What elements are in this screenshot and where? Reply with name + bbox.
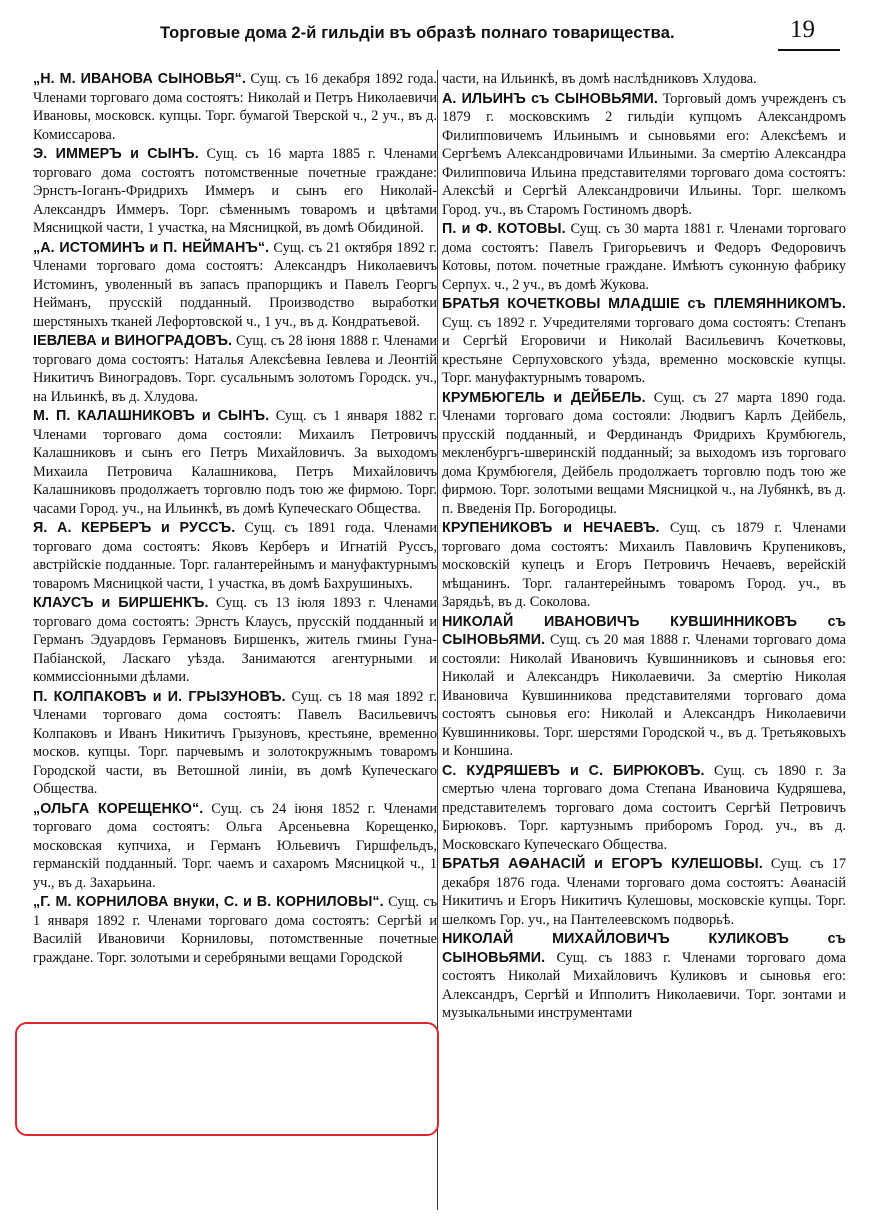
- entry-text: Сущ. съ 17 декабря 1876 года. Членами торговаго дома состоятъ: Аѳанасій Никитичъ и Егоръ Никитичъ Кулешовы, московскіе купцы. Торг. шелкомъ Гор. уч., на Пантелеевскомъ подворьѣ.: [442, 856, 846, 928]
- entry-text: Торговый домъ учрежденъ съ 1879 г. московскимъ 2 гильдіи купцомъ Александромъ Филипповичемъ Ильинымъ и сыновьями его: Алексѣемъ и Сергѣемъ Александровичами Ильиными. За смертію Александра Филипповича Ильина представителями торговаго дома состоятъ: Алексѣй и Сергѣй Александровичи Ильины. Торг. шелкомъ Город. уч., въ Старомъ Гостиномъ дворѣ.: [442, 90, 846, 218]
- entry-text: Сущ. съ 24 іюня 1852 г. Членами торговаго дома состоятъ: Ольга Арсеньевна Корещенко, московская купчиха, и Германъ Юльевичъ Гиршфельдъ, германскій подданный. Торг. чаемъ и сахаромъ Мясницкой ч., 1 уч., въ д. Захарьина.: [33, 800, 437, 891]
- firm-name: П. и Ф. КОТОВЫ.: [442, 221, 566, 237]
- firm-name: М. П. КАЛАШНИКОВЪ и СЫНЪ.: [33, 408, 270, 424]
- firm-name: „А. ИСТОМИНЪ и П. НЕЙМАНЪ“.: [33, 239, 270, 256]
- directory-entry: [442, 220, 846, 294]
- page-header: [0, 16, 871, 50]
- firm-name: Э. ИММЕРЪ и СЫНЪ.: [33, 146, 199, 162]
- firm-name: КРУМБЮГЕЛЬ и ДЕЙБЕЛЬ.: [442, 389, 646, 406]
- entry-text: Сущ. съ 1 января 1892 г. Членами торговаго дома состоятъ: Сергѣй и Василій Ивановичи Корниловы, потомственные почетные граждане. Торг. золотыми и серебряными вещами Городской: [33, 894, 437, 966]
- firm-name: П. КОЛПАКОВЪ и И. ГРЫЗУНОВЪ.: [33, 688, 286, 705]
- directory-entry: [442, 90, 846, 220]
- entry-text: Сущ. съ 1890 г. За смертью члена торговаго дома Степана Ивановича Кудряшева, представителемъ торговаго дома состоитъ Сергѣй Петровичъ Бирюковъ. Торг. картузнымъ приборомъ Город. уч., въ д. Московскаго Купеческаго Общества.: [442, 762, 846, 853]
- firm-name: КРУПЕНИКОВЪ и НЕЧАЕВЪ.: [442, 520, 660, 536]
- highlight-box: [15, 1022, 439, 1136]
- firm-name: Я. А. КЕРБЕРЪ и РУССЪ.: [33, 520, 236, 536]
- entry-text: Сущ. съ 28 іюня 1888 г. Членами торговаго дома состоятъ: Наталья Алексѣевна Іевлева и Леонтій Никитичъ Виноградовъ. Торг. сусальнымъ золотомъ Городск. уч., на Ильинкѣ, въ д. Хлудова.: [33, 333, 437, 405]
- page-number: 19: [790, 16, 815, 43]
- firm-name: „ОЛЬГА КОРЕЩЕНКО“.: [33, 800, 204, 817]
- directory-entry: [442, 762, 846, 855]
- entry-text: Сущ. съ 1891 года. Членами торговаго дома состоятъ: Яковъ Керберъ и Игнатій Руссъ, австрійскіе подданные. Торг. галантерейнымъ и мануфактурнымъ товаромъ Мясницкой части, 1 участка, въ домѣ Бахрушиныхъ.: [33, 520, 437, 592]
- entry-text: Сущ. съ 16 марта 1885 г. Членами торговаго дома состоятъ потомственные почетные граждане: Эрнстъ-Іоганъ-Фридрихъ Иммеръ и сынъ его Николай-Александръ Иммеръ. Торг. сѣменнымъ товаромъ и цвѣтами Мясницкой части, 1 участка, на Мясницкой, въ домѣ Обидиной.: [33, 146, 437, 236]
- page-title: Торговые дома 2-й гильдіи въ образѣ полнаго товарищества.: [160, 24, 675, 42]
- directory-entry: [442, 519, 846, 612]
- right-column: [442, 70, 846, 1210]
- directory-entry: [442, 389, 846, 519]
- directory-entry: [442, 70, 846, 89]
- firm-name: НИКОЛАЙ МИХАЙЛОВИЧЪ КУЛИКОВЪ съ СЫНОВЬЯМИ.: [442, 931, 846, 966]
- firm-name: „Н. М. ИВАНОВА СЫНОВЬЯ“.: [33, 71, 246, 87]
- entry-text: части, на Ильинкѣ, въ домѣ наслѣдниковъ Хлудова.: [442, 71, 757, 87]
- directory-entry: [33, 519, 437, 593]
- firm-name: ІЕВЛЕВА и ВИНОГРАДОВЪ.: [33, 333, 233, 349]
- entry-text: Сущ. съ 18 мая 1892 г. Членами торговаго дома состоятъ: Павелъ Васильевичъ Колпаковъ и Иванъ Никитичъ Грызуновъ, крестьяне, временно москов. купцы. Торг. парчевымъ и золотокружнымъ товаромъ Городской части, въ Ветошной линіи, въ домѣ Купеческаго Общества.: [33, 688, 437, 797]
- directory-entry: [33, 594, 437, 687]
- entry-text: Сущ. съ 30 марта 1881 г. Членами торговаго дома состоятъ: Павелъ Григорьевичъ и Федоръ Федоровичъ Котовы, потом. почетные граждане. Имѣютъ суконную фабрику Серпух. ч., 2 уч., въ домѣ Жукова.: [442, 221, 846, 293]
- entry-text: Сущ. съ 16 декабря 1892 года. Членами торговаго дома состоятъ: Николай и Петръ Николаевичи Ивановы, московск. купцы. Торг. бумагой Тверской ч., 2 уч., въ д. Комиссарова.: [33, 71, 437, 143]
- firm-name: БРАТЬЯ АѲАНАСІЙ и ЕГОРЪ КУЛЕШОВЫ.: [442, 856, 763, 872]
- firm-name: БРАТЬЯ КОЧЕТКОВЫ МЛАДШІЕ съ ПЛЕМЯННИКОМЪ.: [442, 296, 846, 312]
- entry-text: Сущ. съ 13 іюля 1893 г. Членами торговаго дома состоятъ: Эрнстъ Клаусъ, прусскій подданный и Германъ Эдуардовъ Германовъ Биршенкъ, житель гмины Гуна-Пабіанской, Ласкаго уѣзда. Занимаются агентурными и коммиссіонными дѣлами.: [33, 595, 437, 685]
- firm-name: НИКОЛАЙ ИВАНОВИЧЪ КУВШИННИКОВЪ съ СЫНОВЬЯМИ.: [442, 613, 846, 648]
- directory-entry: [33, 70, 437, 144]
- entry-text: Сущ. съ 20 мая 1888 г. Членами торговаго дома состояли: Николай Ивановичъ Кувшинниковъ и сыновья его: Николай и Александръ Николаевичи. За смертію Николая Ивановича Кувшинникова представителями торговаго дома состоятъ сыновья его: Николай и Александръ Николаевичи Кувшинниковы. Торг. шерстями Городской ч., въ д. Третьяковыхъ и Коншина.: [442, 632, 846, 759]
- entry-text: Сущ. съ 27 марта 1890 года. Членами торговаго дома состояли: Людвигъ Карлъ Дейбель, прусскій подданный, и Фердинандъ Фридрихъ Крумбюгель, мекленбургъ-шверинскій подданный; за выходомъ изъ торговаго дома Крумбюгеля, Дейбель продолжаетъ торговлю подъ тою же фирмою. Торг. золотыми вещами Мясницкой ч., на Лубянкѣ, въ д. п. Введенія Пр. Богородицы.: [442, 389, 846, 517]
- directory-entry: [33, 145, 437, 238]
- firm-name: „Г. М. КОРНИЛОВА внуки, С. и В. КОРНИЛОВЫ“.: [33, 894, 384, 910]
- directory-entry: [33, 239, 437, 332]
- directory-entry: [33, 407, 437, 518]
- directory-entry: [442, 613, 846, 761]
- directory-entry: [33, 800, 437, 893]
- entry-text: Сущ. съ 1 января 1882 г. Членами торговаго дома состояли: Михаилъ Петровичъ Калашниковъ и сынъ его Петръ Михайловичъ. За выходомъ Михаила Петровича Калашникова, Петръ Михайловичъ Калашниковъ продолжаетъ торговлю подъ тою же фирмою. Торг. часами Город. уч., на Ильинкѣ, въ домѣ Купеческаго Общества.: [33, 408, 437, 517]
- entry-text: Сущ. съ 1879 г. Членами торговаго дома состоятъ: Михаилъ Павловичъ Крупениковъ, московскій купецъ и Егоръ Петровичъ Нечаевъ, верейскій мѣщанинъ. Торг. галантерейнымъ товаромъ Город. уч., въ Зарядьѣ, въ д. Соколова.: [442, 520, 846, 610]
- entry-text: Сущ. съ 1883 г. Членами торговаго дома состоятъ Николай Михайловичъ Куликовъ и сыновья его: Александръ, Сергѣй и Ипполитъ Николаевичи. Торг. зонтами и музыкальными инструментами: [442, 949, 846, 1021]
- directory-entry: [442, 930, 846, 1023]
- directory-entry: [33, 332, 437, 406]
- directory-entry: [442, 855, 846, 929]
- directory-entry: [442, 295, 846, 388]
- firm-name: С. КУДРЯШЕВЪ и С. БИРЮКОВЪ.: [442, 762, 705, 779]
- directory-entry: [33, 893, 437, 967]
- page-number-underline: [778, 49, 840, 51]
- entry-text: Сущ. съ 21 октября 1892 г. Членами торговаго дома состоятъ: Александръ Николаевичъ Истоминъ, уволенный въ запасъ прапорщикъ и Павелъ Георгъ Нейманъ, прусскій подданный. Производство выработки шерстяныхъ тканей Лефортовской ч., 1 уч., въ д. Кондратьевой.: [33, 239, 437, 330]
- firm-name: А. ИЛЬИНЪ съ СЫНОВЬЯМИ.: [442, 90, 658, 107]
- directory-entry: [33, 688, 437, 799]
- entry-text: Сущ. съ 1892 г. Учредителями торговаго дома состоятъ: Степанъ и Сергѣй Егоровичи и Николай Васильевичъ Кочетковы, крестьяне Серпуховского уѣзда, временно московскіе купцы. Торг. мануфактурнымъ товаромъ.: [442, 314, 846, 386]
- firm-name: КЛАУСЪ и БИРШЕНКЪ.: [33, 595, 209, 611]
